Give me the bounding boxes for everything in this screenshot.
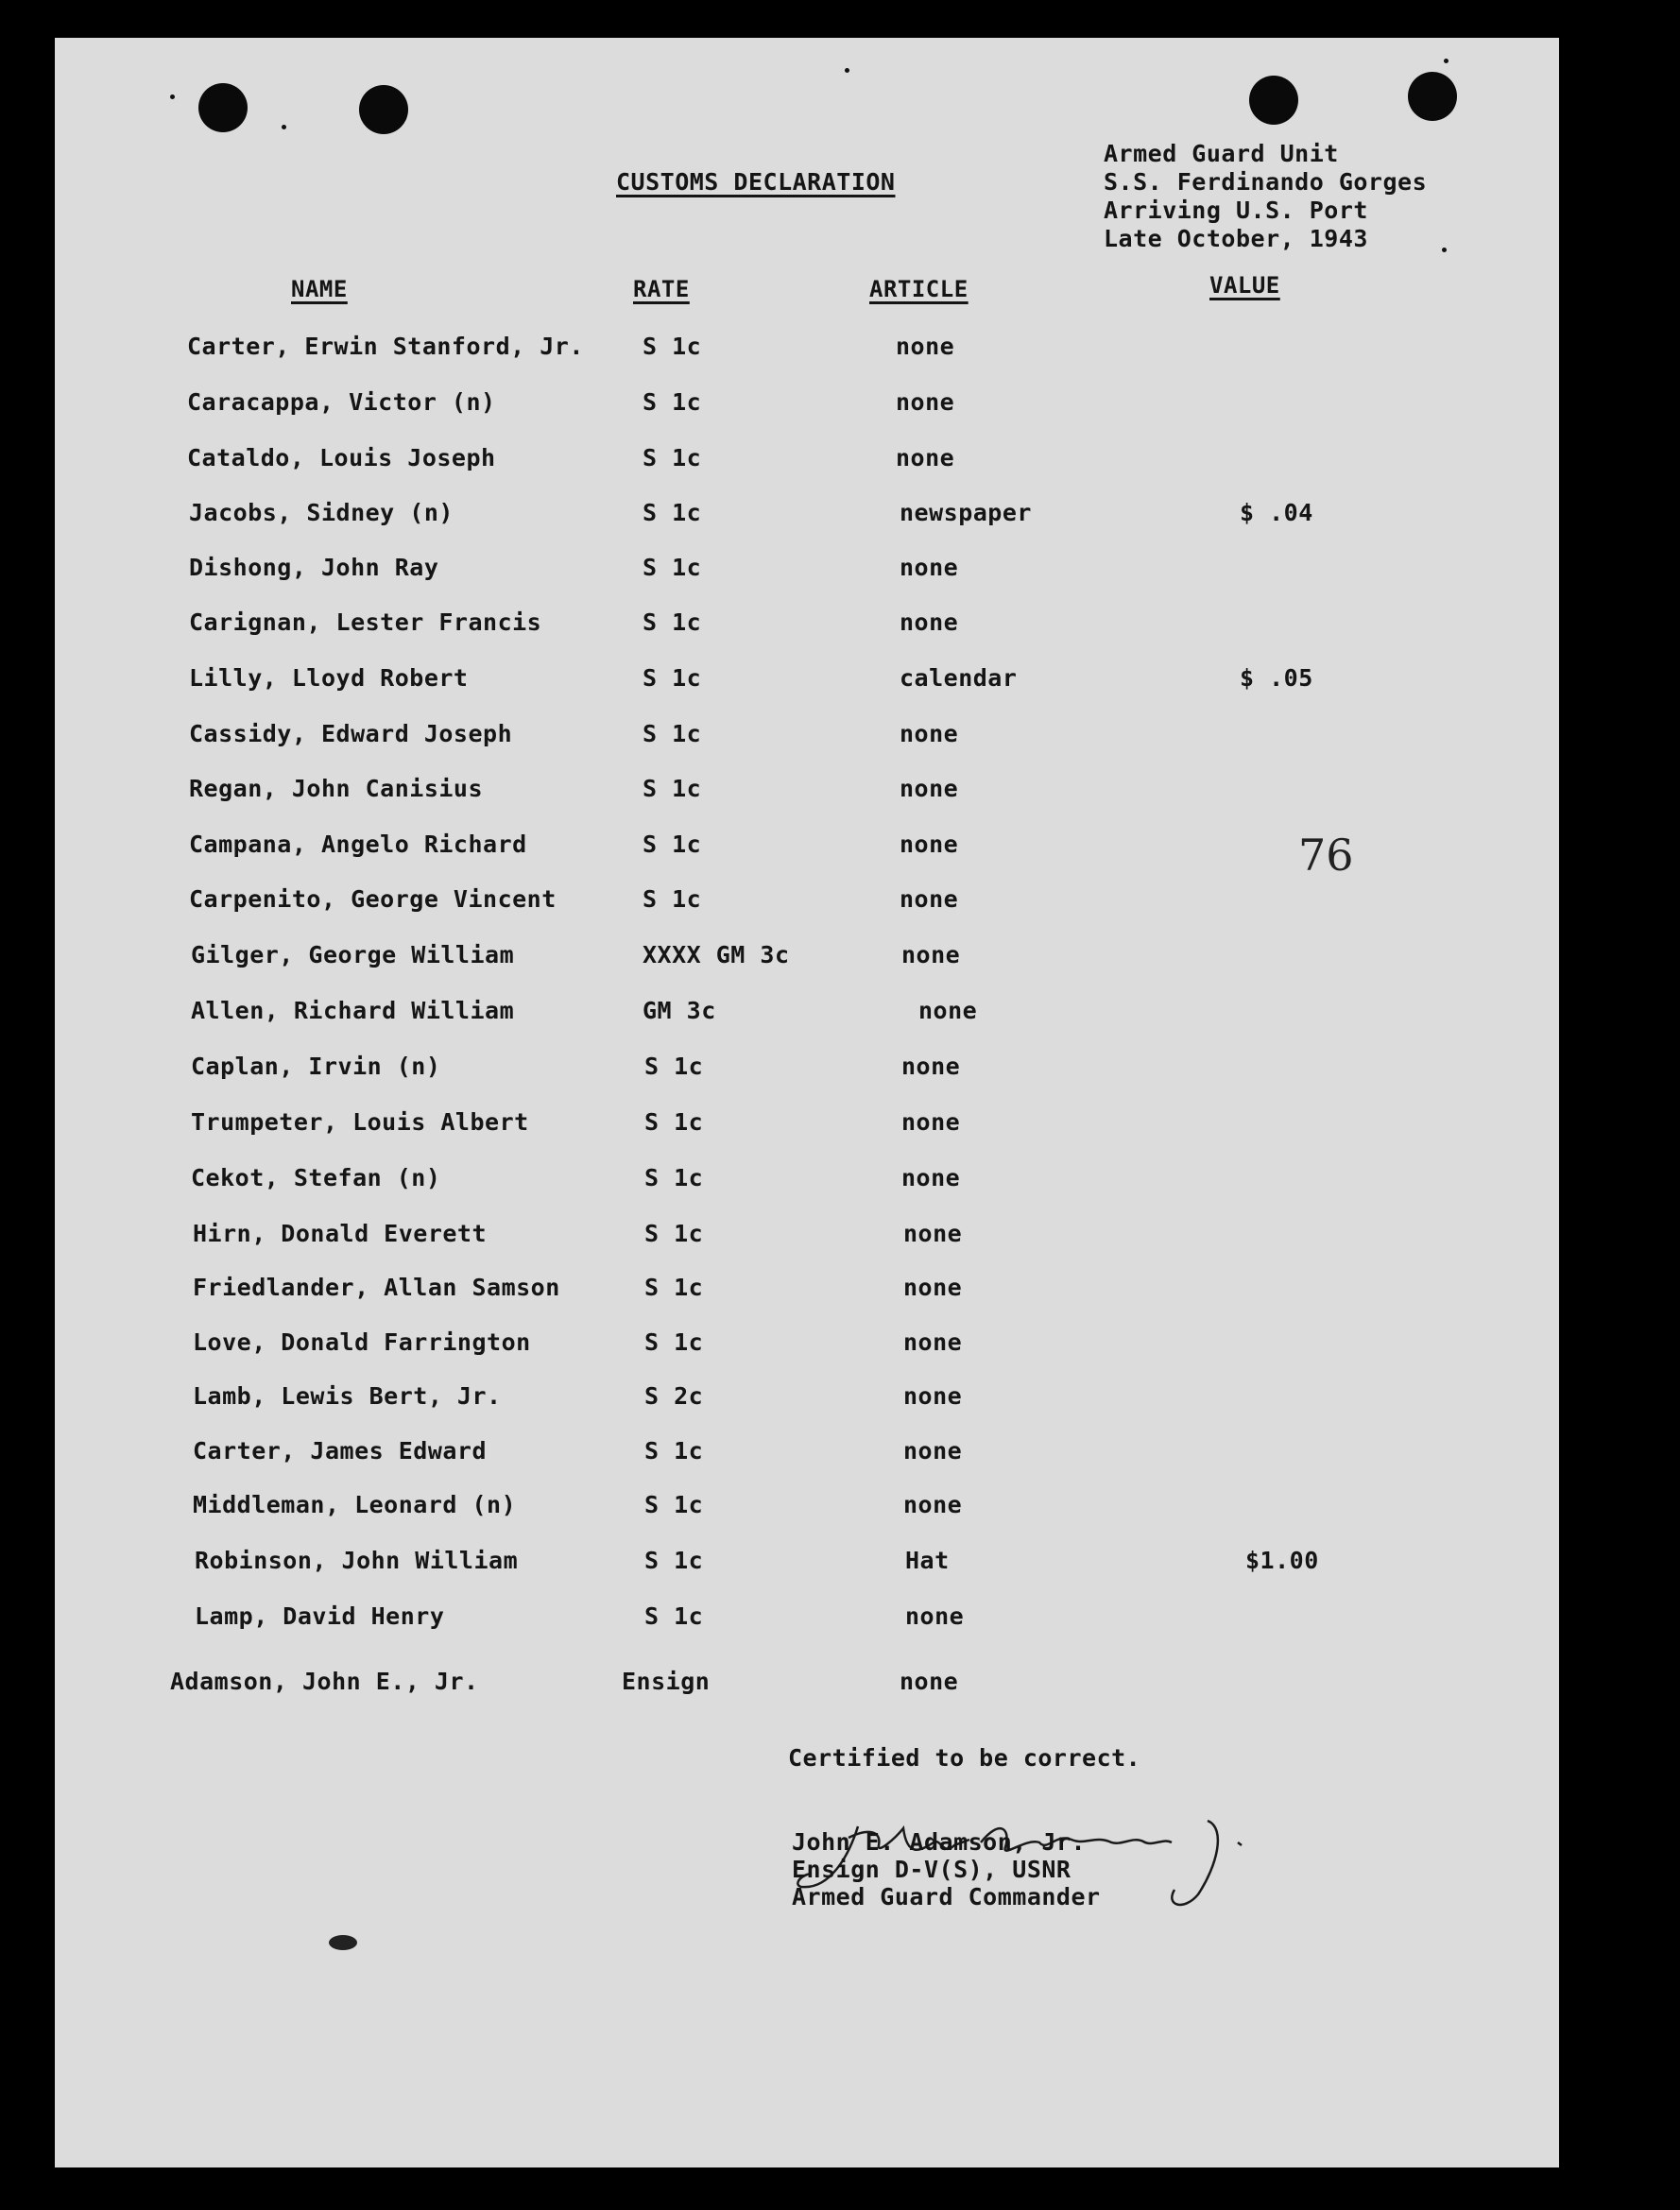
certifier-rank: Ensign D-V(S), USNR xyxy=(792,1856,1071,1883)
row-value: $ .04 xyxy=(1240,499,1313,526)
row-article: none xyxy=(903,1220,963,1247)
row-article: none xyxy=(900,608,959,636)
unit-info-line: Armed Guard Unit xyxy=(1104,140,1339,167)
row-article: none xyxy=(900,1668,959,1695)
row-rate: S 1c xyxy=(644,1602,704,1630)
punch-hole xyxy=(198,83,248,132)
row-name: Jacobs, Sidney (n) xyxy=(189,499,454,526)
certification-statement: Certified to be correct. xyxy=(788,1744,1141,1772)
ink-speck xyxy=(1444,59,1449,63)
row-article: none xyxy=(903,1274,963,1301)
row-rate: S 1c xyxy=(644,1108,704,1136)
row-rate: S 1c xyxy=(644,1053,704,1080)
row-name: Allen, Richard William xyxy=(191,997,515,1024)
row-name: Cataldo, Louis Joseph xyxy=(187,444,496,471)
row-name: Campana, Angelo Richard xyxy=(189,831,527,858)
ink-smudge xyxy=(329,1935,357,1950)
row-article: none xyxy=(903,1491,963,1518)
document-title: CUSTOMS DECLARATION xyxy=(616,168,896,196)
row-name: Robinson, John William xyxy=(195,1547,519,1574)
row-article: none xyxy=(896,333,955,360)
row-rate: S 1c xyxy=(643,554,702,581)
row-rate: S 1c xyxy=(644,1274,704,1301)
ink-speck xyxy=(170,94,175,99)
row-article: none xyxy=(900,720,959,747)
row-name: Caracappa, Victor (n) xyxy=(187,388,496,416)
row-name: Regan, John Canisius xyxy=(189,775,484,802)
row-rate: S 1c xyxy=(643,608,702,636)
row-rate: S 1c xyxy=(643,664,702,692)
row-rate: S 1c xyxy=(643,444,702,471)
column-header-name: NAME xyxy=(291,276,348,302)
row-name: Trumpeter, Louis Albert xyxy=(191,1108,529,1136)
row-value: $1.00 xyxy=(1245,1547,1319,1574)
row-article: none xyxy=(901,1053,961,1080)
row-name: Caplan, Irvin (n) xyxy=(191,1053,441,1080)
row-article: none xyxy=(896,444,955,471)
row-rate: S 1c xyxy=(643,333,702,360)
unit-info-line: Arriving U.S. Port xyxy=(1104,197,1368,224)
column-header-value: VALUE xyxy=(1209,272,1280,299)
ink-speck xyxy=(845,68,849,73)
row-rate: Ensign xyxy=(622,1668,711,1695)
row-value: $ .05 xyxy=(1240,664,1313,692)
row-name: Dishong, John Ray xyxy=(189,554,439,581)
row-article: none xyxy=(896,388,955,416)
row-article: none xyxy=(900,775,959,802)
row-article: calendar xyxy=(900,664,1018,692)
punch-hole xyxy=(1249,76,1298,125)
row-name: Lamp, David Henry xyxy=(195,1602,445,1630)
row-rate: S 1c xyxy=(644,1328,704,1356)
row-rate: S 1c xyxy=(643,775,702,802)
row-name: Gilger, George William xyxy=(191,941,515,968)
row-name: Love, Donald Farrington xyxy=(193,1328,531,1356)
certifier-position: Armed Guard Commander xyxy=(792,1883,1101,1910)
row-rate: GM 3c xyxy=(643,997,716,1024)
row-article: none xyxy=(918,997,978,1024)
row-article: none xyxy=(900,554,959,581)
row-article: Hat xyxy=(905,1547,950,1574)
unit-info-line: Late October, 1943 xyxy=(1104,225,1368,252)
row-article: none xyxy=(901,941,961,968)
row-name: Lilly, Lloyd Robert xyxy=(189,664,469,692)
row-name: Middleman, Leonard (n) xyxy=(193,1491,517,1518)
row-article: none xyxy=(900,831,959,858)
row-article: none xyxy=(901,1164,961,1191)
row-name: Adamson, John E., Jr. xyxy=(170,1668,479,1695)
row-rate: S 1c xyxy=(644,1164,704,1191)
row-rate: S 1c xyxy=(644,1491,704,1518)
row-rate: S 1c xyxy=(643,885,702,913)
row-article: none xyxy=(905,1602,965,1630)
ink-speck xyxy=(1442,248,1447,252)
row-rate: S 1c xyxy=(643,388,702,416)
punch-hole xyxy=(1408,72,1457,121)
handwritten-number: 76 xyxy=(1298,830,1354,881)
row-rate: S 1c xyxy=(643,499,702,526)
row-name: Carter, Erwin Stanford, Jr. xyxy=(187,333,584,360)
document-page xyxy=(55,38,1559,2167)
certifier-name: John E. Adamson, Jr. xyxy=(792,1828,1087,1856)
ink-speck xyxy=(282,125,286,129)
row-name: Cassidy, Edward Joseph xyxy=(189,720,513,747)
row-rate: S 2c xyxy=(644,1382,704,1410)
row-name: Friedlander, Allan Samson xyxy=(193,1274,560,1301)
row-article: none xyxy=(903,1437,963,1465)
row-article: none xyxy=(901,1108,961,1136)
unit-info-line: S.S. Ferdinando Gorges xyxy=(1104,168,1428,196)
row-name: Cekot, Stefan (n) xyxy=(191,1164,441,1191)
row-rate: S 1c xyxy=(643,831,702,858)
column-header-rate: RATE xyxy=(633,276,690,302)
row-rate: S 1c xyxy=(643,720,702,747)
row-name: Carignan, Lester Francis xyxy=(189,608,542,636)
row-rate: XXXX GM 3c xyxy=(643,941,790,968)
row-article: newspaper xyxy=(900,499,1032,526)
row-name: Carter, James Edward xyxy=(193,1437,488,1465)
row-name: Hirn, Donald Everett xyxy=(193,1220,488,1247)
row-article: none xyxy=(903,1328,963,1356)
row-article: none xyxy=(900,885,959,913)
row-rate: S 1c xyxy=(644,1220,704,1247)
punch-hole xyxy=(359,85,408,134)
row-name: Carpenito, George Vincent xyxy=(189,885,557,913)
row-article: none xyxy=(903,1382,963,1410)
row-name: Lamb, Lewis Bert, Jr. xyxy=(193,1382,502,1410)
column-header-article: ARTICLE xyxy=(869,276,969,302)
row-rate: S 1c xyxy=(644,1547,704,1574)
row-rate: S 1c xyxy=(644,1437,704,1465)
